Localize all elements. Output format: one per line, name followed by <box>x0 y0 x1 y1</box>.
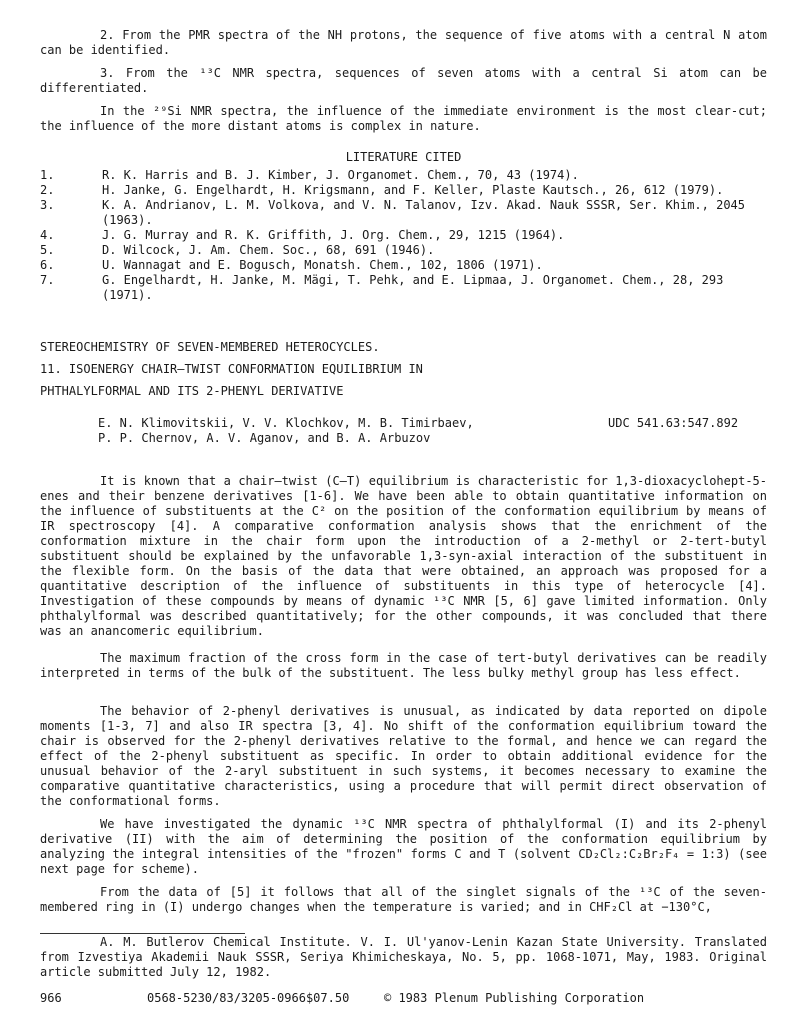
reference-item: 6. U. Wannagat and E. Bogusch, Monatsh. Chem., 102, 1806 (1971). <box>40 258 543 272</box>
article-title-line-1: STEREOCHEMISTRY OF SEVEN-MEMBERED HETEROCYCLES. <box>40 340 380 354</box>
price-code: 0568-5230/83/3205-0966$07.50 <box>147 991 350 1005</box>
conclusion-item-2: 2. From the PMR spectra of the NH protons, the sequence of five atoms with a central N atom can be identified. <box>40 28 767 57</box>
literature-heading: LITERATURE CITED <box>345 150 462 164</box>
authors-line-2: P. P. Chernov, A. V. Aganov, and B. A. Arbuzov <box>98 431 431 445</box>
reference-item: 2. H. Janke, G. Engelhardt, H. Krigsmann, and F. Keller, Plaste Kautsch., 26, 612 (1979). <box>40 183 724 197</box>
footnote: A. M. Butlerov Chemical Institute. V. I. Ul'yanov-Lenin Kazan State University. Translated from Izvestiya Akademii Nauk SSSR, Seriya Khimicheskaya, No. 5, pp. 1068-1071, May, 1983. Original article submitted July 12, 1982. <box>40 935 767 979</box>
article-title-line-3: PHTHALYLFORMAL AND ITS 2-PHENYL DERIVATIVE <box>40 384 344 398</box>
conclusion-item-3: 3. From the ¹³C NMR spectra, sequences of seven atoms with a central Si atom can be differentiated. <box>40 66 767 95</box>
footnote-divider <box>40 933 245 934</box>
body-paragraph-1: It is known that a chair–twist (C–T) equilibrium is characteristic for 1,3-dioxacyclohept-5-enes and their benzene derivatives [1-6]. We have been able to obtain quantitative information on the influence of substituents at the C² on the position of the conformation equilibrium by means of IR spectroscopy [4]. A comparative conformation analysis shows that the enrichment of the conformation mixture in the chair form upon the introduction of a 2-methyl or 2-tert-butyl substituent should be explained by the unfavorable 1,3-syn-axial interaction of the substituent in the flexible form. On the basis of the data that were obtained, an approach was proposed for a quantitative description of the influence of substituents in this type of heterocycle [4]. Investigation of these compounds by means of dynamic ¹³C NMR [5, 6] gave limited information. Only phthalylformal was described quantitatively; for the other compounds, it was concluded that there was an anancomeric equilibrium. <box>40 474 767 638</box>
body-paragraph-2: The maximum fraction of the cross form in the case of tert-butyl derivatives can be readily interpreted in terms of the bulk of the substituent. The less bulky methyl group has less effect. <box>40 651 767 680</box>
reference-item: 3. K. A. Andrianov, L. M. Volkova, and V. N. Talanov, Izv. Akad. Nauk SSSR, Ser. Khim., 2045 (1963). <box>40 198 745 227</box>
body-paragraph-5: From the data of [5] it follows that all of the singlet signals of the ¹³C of the seven-membered ring in (I) undergo changes when the temperature is varied; and in CHF₂Cl at −130°C, <box>40 885 767 914</box>
body-paragraph-4: We have investigated the dynamic ¹³C NMR spectra of phthalylformal (I) and its 2-phenyl derivative (II) with the aim of determining the position of the conformation equilibrium by analyzing the integral intensities of the "frozen" forms C and T (solvent CD₂Cl₂:C₂Br₂F₄ = 1:3) (see next page for scheme). <box>40 817 767 876</box>
reference-item: 7. G. Engelhardt, H. Janke, M. Mägi, T. Pehk, and E. Lipmaa, J. Organomet. Chem., 28, 293 (1971). <box>40 273 724 302</box>
body-paragraph-3: The behavior of 2-phenyl derivatives is unusual, as indicated by data reported on dipole moments [1-3, 7] and also IR spectra [3, 4]. No shift of the conformation equilibrium toward the chair is observed for the 2-phenyl derivatives relative to the formal, and hence we can regard the effect of the 2-phenyl substituent as specific. In order to obtain additional evidence for the unusual behavior of the 2-aryl substituent in such systems, it becomes necessary to examine the comparative quantitative characteristics, using a procedure that will permit direct observation of the conformational forms. <box>40 704 767 808</box>
page-number: 966 <box>40 991 62 1005</box>
reference-item: 4. J. G. Murray and R. K. Griffith, J. Org. Chem., 29, 1215 (1964). <box>40 228 565 242</box>
authors-line-1: E. N. Klimovitskii, V. V. Klochkov, M. B. Timirbaev, <box>98 416 474 430</box>
conclusion-paragraph: In the ²⁹Si NMR spectra, the influence of the immediate environment is the most clear-cut; the influence of the more distant atoms is complex in nature. <box>40 104 767 133</box>
article-title-line-2: 11. ISOENERGY CHAIR–TWIST CONFORMATION EQUILIBRIUM IN <box>40 362 423 376</box>
udc-code: UDC 541.63:547.892 <box>608 416 739 430</box>
reference-item: 5. D. Wilcock, J. Am. Chem. Soc., 68, 691 (1946). <box>40 243 435 257</box>
reference-list <box>40 168 767 303</box>
copyright: © 1983 Plenum Publishing Corporation <box>384 991 645 1005</box>
reference-item: 1. R. K. Harris and B. J. Kimber, J. Organomet. Chem., 70, 43 (1974). <box>40 168 579 182</box>
